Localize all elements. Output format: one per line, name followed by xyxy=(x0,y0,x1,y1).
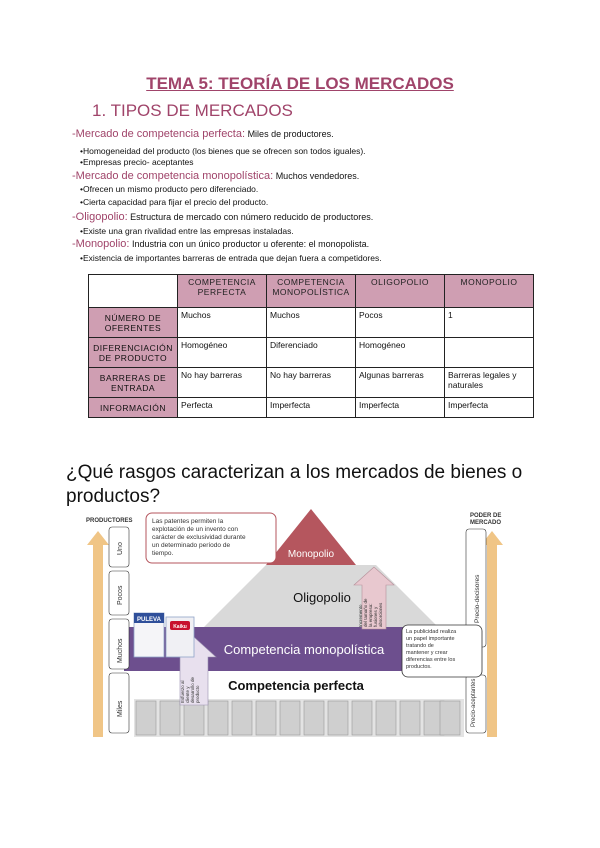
level-monopolistic-label: Competencia monopolística xyxy=(223,642,385,657)
table-cell: Pocos xyxy=(356,308,445,338)
market-perfect xyxy=(72,128,334,140)
patent-line: explotación de un invento con xyxy=(152,526,239,533)
market-desc: Industria con un único productor u oferente: el monopolista. xyxy=(132,239,370,249)
growth-line: fusiones y xyxy=(373,606,378,627)
market-sub: •Empresas precio- aceptantes xyxy=(80,157,194,167)
table-header-cell: COMPETENCIA PERFECTA xyxy=(178,275,267,308)
table-cell xyxy=(445,338,534,368)
market-power-item: Precio-aceptantes xyxy=(471,678,477,727)
table-header-cell: OLIGOPOLIO xyxy=(356,275,445,308)
carton-brand: PULEVA xyxy=(137,617,161,623)
growth-line: del tamaño de xyxy=(363,598,368,627)
market-desc: Estructura de mercado con número reducido de productores. xyxy=(130,212,374,222)
market-key: -Mercado de competencia monopolística: xyxy=(72,170,274,182)
table-cell: 1 xyxy=(445,308,534,338)
market-monopolistic xyxy=(72,170,359,182)
ad-line: un papel importante xyxy=(406,636,455,642)
level-perfect-label: Competencia perfecta xyxy=(228,678,364,693)
table-header-cell: COMPETENCIA MONOPOLÍSTICA xyxy=(267,275,356,308)
growth-line: Incremento xyxy=(358,604,363,627)
market-sub: •Existencia de importantes barreras de entrada que dejan fuera a competidores. xyxy=(80,253,382,263)
table-cell: Muchos xyxy=(178,308,267,338)
market-oligopoly xyxy=(72,211,373,223)
market-comparison-table xyxy=(88,274,534,418)
ad-line: tratando de xyxy=(406,643,434,649)
table-cell: Imperfecta xyxy=(267,398,356,418)
table-cell: Imperfecta xyxy=(445,398,534,418)
market-monopoly xyxy=(72,238,369,250)
milk-carton-icon xyxy=(166,617,194,657)
market-key: -Oligopolio: xyxy=(72,211,128,223)
market-power-title: MERCADO xyxy=(470,520,501,526)
table-cell: Barreras legales y naturales xyxy=(445,368,534,398)
producers-arrow-icon xyxy=(87,531,109,737)
table-cell: Imperfecta xyxy=(356,398,445,418)
table-row xyxy=(89,308,534,338)
market-sub: •Homogeneidad del producto (los bienes que se ofrecen son todos iguales). xyxy=(80,146,366,156)
milk-carton-icon xyxy=(134,613,164,657)
table-row xyxy=(89,338,534,368)
table-header-cell: MONOPOLIO xyxy=(445,275,534,308)
patent-line: tiempo. xyxy=(152,550,174,557)
effort-line: Esfuerzo al xyxy=(180,680,185,703)
table-cell: Diferenciado xyxy=(267,338,356,368)
producers-item: Muchos xyxy=(117,638,124,663)
market-desc: Muchos vendedores. xyxy=(275,171,360,181)
table-cell: Perfecta xyxy=(178,398,267,418)
table-row xyxy=(89,398,534,418)
producers-item: Miles xyxy=(117,700,124,717)
ad-line: productos. xyxy=(406,664,432,670)
section-heading: 1. TIPOS DE MERCADOS xyxy=(92,101,293,120)
level-monopoly-label: Monopolio xyxy=(287,549,335,560)
market-sub: •Cierta capacidad para fijar el precio del producto. xyxy=(80,197,269,207)
table-row xyxy=(89,368,534,398)
market-sub: •Ofrecen un mismo producto pero diferenciado. xyxy=(80,184,259,194)
effort-line: producto xyxy=(195,685,200,703)
market-key: -Monopolio: xyxy=(72,238,130,250)
table-cell: No hay barreras xyxy=(267,368,356,398)
table-cell: Algunas barreras xyxy=(356,368,445,398)
table-cell: Muchos xyxy=(267,308,356,338)
row-label: INFORMACIÓN xyxy=(89,398,178,418)
table-cell: Homogéneo xyxy=(356,338,445,368)
table-corner-cell xyxy=(89,275,178,308)
market-sub: •Existe una gran rivalidad entre las empresas instaladas. xyxy=(80,226,294,236)
growth-line: absorciones xyxy=(378,602,383,627)
carton-brand: Kaiku xyxy=(173,624,187,630)
producers-item: Uno xyxy=(117,542,124,555)
market-power-item: Precio-decisores xyxy=(474,574,481,623)
market-power-title: PODER DE xyxy=(470,513,502,519)
ad-line: diferencias entre los xyxy=(406,657,456,663)
row-label: DIFERENCIACIÓN DE PRODUCTO xyxy=(89,338,178,368)
table-cell: Homogéneo xyxy=(178,338,267,368)
producers-title: PRODUCTORES xyxy=(86,518,133,524)
patent-line: Las patentes permiten la xyxy=(152,518,224,525)
effort-line: cliente y xyxy=(185,686,190,703)
table-cell: No hay barreras xyxy=(178,368,267,398)
producers-item: Pocos xyxy=(117,585,124,605)
growth-line: la empresa: xyxy=(368,603,373,627)
table-header-row xyxy=(89,275,534,308)
patent-line: carácter de exclusividad durante xyxy=(152,534,246,541)
market-desc: Miles de productores. xyxy=(247,129,334,139)
row-label: NÚMERO DE OFERENTES xyxy=(89,308,178,338)
market-structure-diagram xyxy=(84,505,514,740)
effort-line: desarrollo de xyxy=(190,676,195,703)
diagram-question: ¿Qué rasgos caracterizan a los mercados de bienes o productos? xyxy=(66,462,523,507)
page-title: TEMA 5: TEORÍA DE LOS MERCADOS xyxy=(146,74,454,93)
patent-line: un determinado período de xyxy=(152,542,231,549)
ad-line: mantener y crear xyxy=(406,650,448,656)
market-key: -Mercado de competencia perfecta: xyxy=(72,128,246,140)
row-label: BARRERAS DE ENTRADA xyxy=(89,368,178,398)
ad-line: La publicidad realiza xyxy=(406,629,457,635)
level-oligopoly-label: Oligopolio xyxy=(293,590,351,605)
